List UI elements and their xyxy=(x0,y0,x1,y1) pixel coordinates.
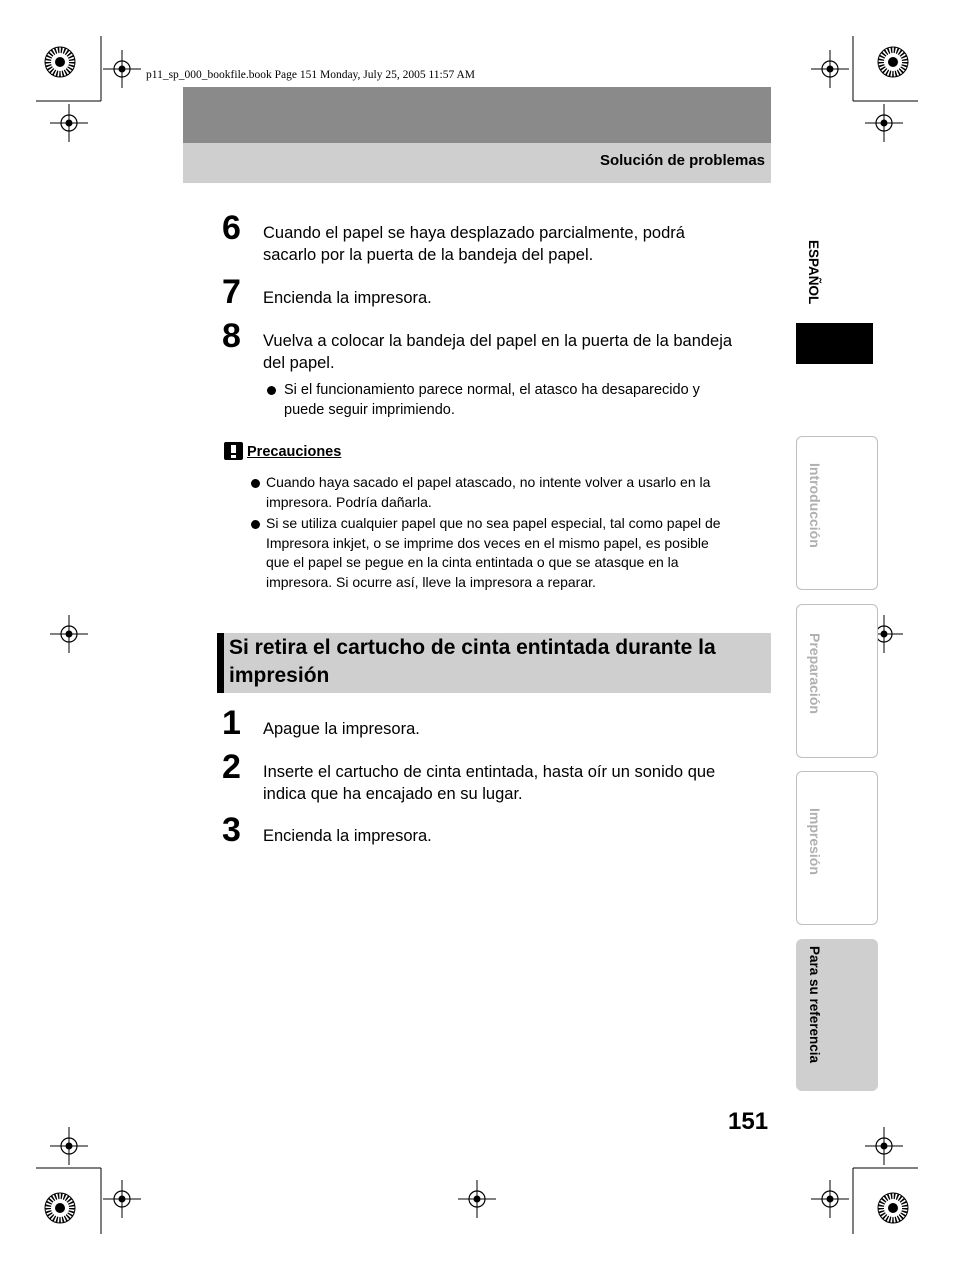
language-marker xyxy=(796,323,873,364)
language-label: ESPAÑOL xyxy=(806,240,821,305)
tab-label: Impresión xyxy=(807,808,823,875)
step-text: Cuando el papel se haya desplazado parcialmente, podrá sacarlo por la puerta de la bandeja del papel. xyxy=(263,224,685,264)
step-text: Encienda la impresora. xyxy=(263,827,432,845)
tab-preparacion[interactable] xyxy=(796,604,878,758)
header-section-title: Solución de problemas xyxy=(599,152,765,169)
section-heading: Si retira el cartucho de cinta entintada durante la impresión xyxy=(229,636,716,687)
step-text: Vuelva a colocar la bandeja del papel en la puerta de la bandeja del papel. xyxy=(263,332,733,372)
step-number: 2 xyxy=(222,748,241,786)
header-band xyxy=(183,87,771,143)
step-number: 8 xyxy=(222,317,241,355)
tab-label: Introducción xyxy=(807,463,823,548)
step-number: 3 xyxy=(222,811,241,849)
page-number: 151 xyxy=(728,1108,769,1135)
tab-label: Para su referencia xyxy=(807,946,822,1064)
caution-item: Cuando haya sacado el papel atascado, no intente volver a usarlo en la impresora. Podría dañarla. xyxy=(266,474,711,510)
step-number: 1 xyxy=(222,704,241,742)
step-note: Si el funcionamiento parece normal, el atasco ha desaparecido y puede seguir imprimiendo. xyxy=(284,382,700,418)
file-info: p11_sp_000_bookfile.book Page 151 Monday, July 25, 2005 11:57 AM xyxy=(146,69,476,81)
bullet-icon xyxy=(251,479,260,488)
step-number: 6 xyxy=(222,209,241,247)
step-number: 7 xyxy=(222,273,241,311)
bullet-icon xyxy=(251,520,260,529)
step-text: Encienda la impresora. xyxy=(263,289,432,307)
step-text: Inserte el cartucho de cinta entintada, hasta oír un sonido que indica que ha encajado en su lugar. xyxy=(263,763,716,803)
step-text: Apague la impresora. xyxy=(263,720,420,738)
tab-para-su-referencia[interactable] xyxy=(796,939,878,1091)
caution-item: Si se utiliza cualquier papel que no sea papel especial, tal como papel de Impresora inkjet, o se imprime dos veces en el mismo papel, es posible que el papel se pegue en la cinta entintada o que se atasque en la impresora. Si ocurre así, lleve la impresora a reparar. xyxy=(266,515,721,590)
tab-label: Preparación xyxy=(807,633,823,714)
bullet-icon xyxy=(267,386,276,395)
tab-introduccion[interactable] xyxy=(796,436,878,590)
tab-impresion[interactable] xyxy=(796,771,878,925)
cautions-title: Precauciones xyxy=(247,444,342,460)
caution-icon xyxy=(224,442,243,460)
